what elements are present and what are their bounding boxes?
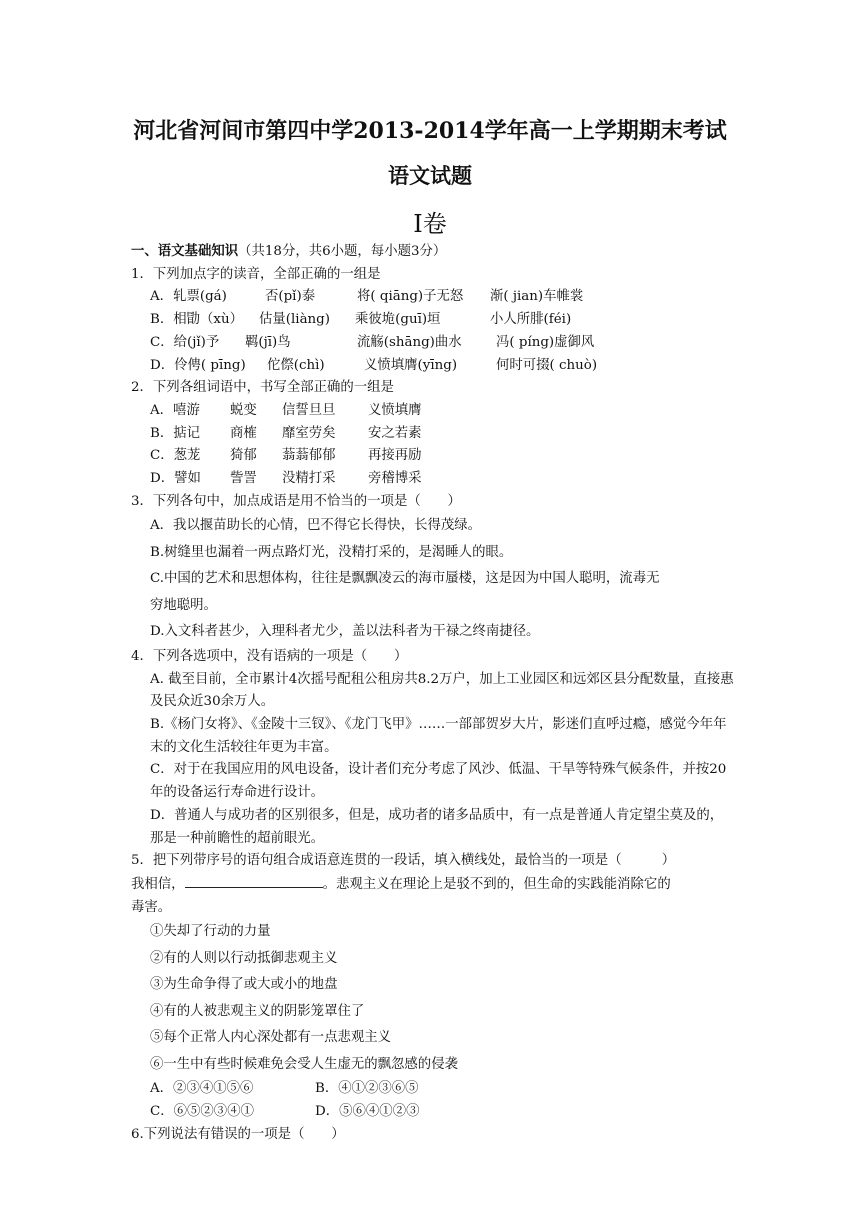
option-term: 旁稽博采	[368, 471, 422, 487]
question-4-stem: 4．下列各选项中，没有语病的一项是（ ）	[131, 648, 408, 664]
option-term: 估量(liàng)	[259, 312, 330, 328]
question-5-item: ⑤每个正常人内心深处都有一点悲观主义	[150, 1030, 392, 1046]
question-5-item: ④有的人被悲观主义的阴影笼罩住了	[150, 1003, 365, 1019]
exam-title: 河北省河间市第四中学2013-2014学年高一上学期期末考试	[133, 118, 727, 144]
question-5-item: ⑥一生中有些时候难免会受人生虚无的飘忽感的侵袭	[150, 1056, 458, 1072]
volume-heading: Ⅰ卷	[413, 210, 447, 238]
option-term: A．嘻游	[150, 402, 200, 418]
option-term: D．伶俜( pīng)	[150, 357, 246, 373]
fill-in-blank	[185, 873, 323, 888]
option-term: 羁(jī)鸟	[245, 334, 291, 350]
question-3-option-a: A．我以揠苗助长的心情，巴不得它长得快，长得茂绿。	[150, 518, 482, 534]
option-term: 何时可掇( chuò)	[496, 357, 598, 373]
question-1-option-d	[131, 355, 736, 378]
question-3-stem: 3．下列各句中，加点成语是用不恰当的一项是（ ）	[131, 493, 461, 509]
question-1-option-c	[131, 332, 736, 355]
question-5-choices-cd	[131, 1101, 736, 1124]
lead-text: 我相信，	[131, 876, 185, 892]
question-1-option-b	[131, 309, 736, 332]
question-5-choices-ab	[131, 1078, 736, 1101]
question-2-option-a	[131, 400, 736, 423]
question-1-stem: 1．下列加点字的读音，全部正确的一组是	[131, 266, 381, 282]
choice: D．⑤⑥④①②③	[315, 1104, 420, 1120]
question-6-stem: 6.下列说法有错误的一项是（ ）	[131, 1126, 345, 1142]
option-term: 訾詈	[230, 471, 257, 487]
option-term: 冯( píng)虚御风	[496, 334, 595, 350]
option-term: A．轧票(gá)	[150, 289, 227, 305]
question-3-option-c-continued: 穷地聪明。	[150, 597, 217, 613]
option-term: 猗郁	[230, 448, 257, 464]
question-4-option-c: C．对于在我国应用的风电设备，设计者们充分考虑了风沙、低温、干旱等特殊气候条件，并按20年的设备运行寿命进行设计。	[150, 762, 727, 801]
question-4-option-a: A. 截至目前，全市累计4次摇号配租公租房共8.2万户，加上工业园区和远郊区县分配数量，直接惠及民众近30余万人。	[150, 671, 734, 710]
question-2-option-d	[131, 468, 736, 491]
option-term: 渐( jian)车帷裳	[490, 289, 584, 305]
question-4-option-d: D．普通人与成功者的区别很多，但是，成功者的诸多品质中，有一点是普通人肯定望尘莫及的，那是一种前瞻性的超前眼光。	[150, 807, 724, 846]
option-term: B．相勖（xù）	[150, 312, 243, 328]
question-5-item: ③为生命争得了或大或小的地盘	[150, 977, 338, 993]
question-3-option-b: B.树缝里也漏着一两点路灯光，没精打采的，是渴睡人的眼。	[150, 544, 513, 560]
option-term: D．譬如	[150, 471, 201, 487]
option-term: 蓊蓊郁郁	[282, 448, 336, 464]
option-term: 小人所腓(féi)	[490, 312, 572, 328]
option-term: 商榷	[230, 425, 257, 441]
option-term: 没精打采	[282, 471, 336, 487]
question-2-option-b	[131, 423, 736, 446]
question-2-option-c	[131, 445, 736, 468]
choice: C．⑥⑤②③④①	[150, 1104, 254, 1120]
option-term: 将( qiāng)子无怒	[357, 289, 464, 305]
lead-text: 。悲观主义在理论上是驳不到的，但生命的实践能消除它的	[322, 876, 671, 892]
option-term: C．给(jǐ)予	[150, 334, 220, 350]
question-5-lead-end: 毒害。	[131, 899, 172, 915]
section-title: 一、语文基础知识	[131, 243, 239, 259]
option-term: 乘彼垝(guī)垣	[355, 312, 441, 328]
question-2-stem: 2．下列各组词语中，书写全部正确的一组是	[131, 380, 394, 396]
option-term: C．葱茏	[150, 448, 201, 464]
option-term: 信誓旦旦	[282, 402, 336, 418]
option-term: 蜕变	[230, 402, 257, 418]
option-term: 义愤填膺(yīng)	[364, 357, 458, 373]
choice: B．④①②③⑥⑤	[315, 1081, 419, 1097]
option-term: B．掂记	[150, 425, 201, 441]
question-5-stem: 5．把下列带序号的语句组合成语意连贯的一段话，填入横线处，最恰当的一项是（ ）	[131, 853, 676, 869]
exam-body	[131, 240, 736, 1146]
question-1-option-a	[131, 286, 736, 309]
exam-subtitle: 语文试题	[388, 163, 472, 188]
option-term: 佗傺(chì)	[267, 357, 325, 373]
option-term: 安之若素	[368, 425, 422, 441]
question-5-item: ②有的人则以行动抵御悲观主义	[150, 950, 338, 966]
option-term: 义愤填膺	[368, 402, 422, 418]
question-4-option-b: B.《杨门女将》、《金陵十三钗》、《龙门飞甲》……一部部贺岁大片，影迷们直呼过瘾，感觉今年年末的文化生活较往年更为丰富。	[150, 717, 727, 755]
choice: A．②③④①⑤⑥	[150, 1081, 254, 1097]
section-heading	[131, 240, 736, 264]
option-term: 否(pǐ)泰	[265, 289, 316, 305]
question-3-option-c: C.中国的艺术和思想体构，往往是飘飘凌云的海市蜃楼，这是因为中国人聪明，流毒无	[150, 571, 660, 587]
option-term: 靡室劳矣	[282, 425, 336, 441]
question-5-item: ①失却了行动的力量	[150, 924, 271, 940]
option-term: 流觞(shāng)曲水	[357, 334, 462, 350]
section-note: （共18分，共6小题，每小题3分）	[238, 244, 447, 259]
question-3-option-d: D.入文科者甚少，入理科者尤少，盖以法科者为干禄之终南捷径。	[150, 624, 540, 640]
question-5-lead	[131, 873, 736, 897]
option-term: 再接再励	[368, 448, 422, 464]
